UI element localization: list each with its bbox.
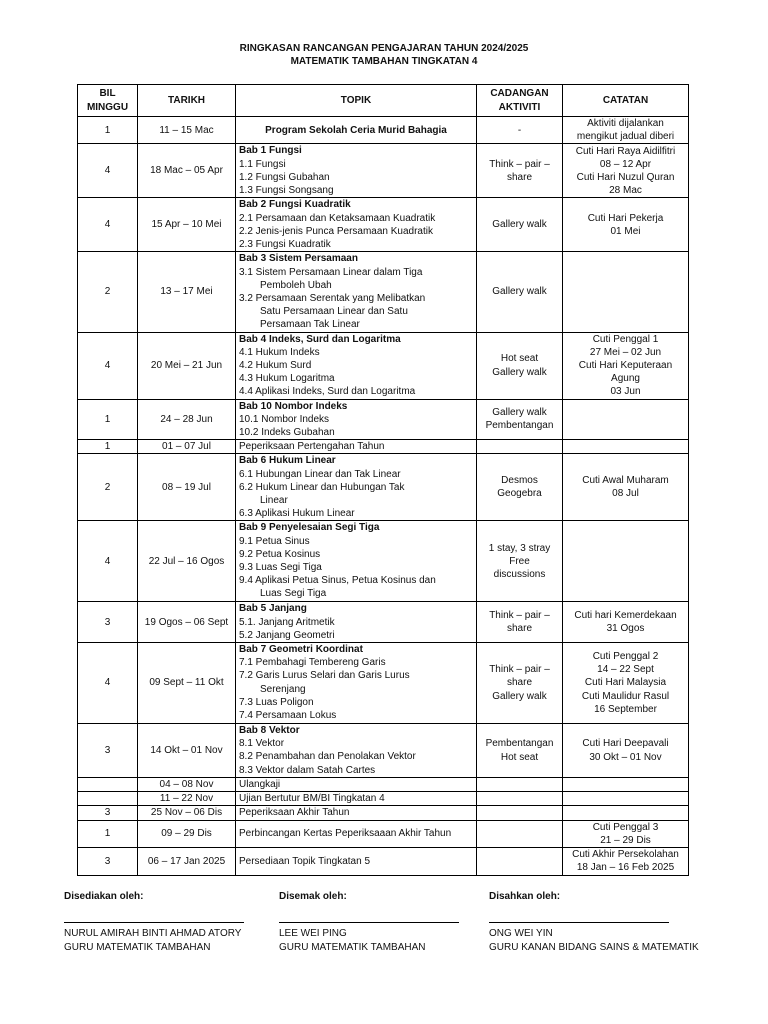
table-body <box>78 117 689 876</box>
cell-topik <box>236 454 477 521</box>
cell-bil-minggu: 1 <box>78 820 138 847</box>
header-topik: TOPIK <box>236 85 477 117</box>
topic-line: Bab 4 Indeks, Surd dan Logaritma <box>239 333 401 345</box>
topic-line: Bab 8 Vektor <box>239 725 300 737</box>
topic-line: Bab 3 Sistem Persamaan <box>239 253 358 265</box>
topic-line: Satu Persamaan Linear dan Satu <box>260 306 408 318</box>
cell-bil-minggu: 1 <box>78 399 138 440</box>
activity-line: Gallery walk <box>492 407 547 419</box>
cell-tarikh: 25 Nov – 06 Dis <box>138 806 236 820</box>
topic-line: Bab 10 Nombor Indeks <box>239 400 348 412</box>
activity-line: Pembentangan <box>485 738 554 750</box>
note-line: Cuti hari Kemerdekaan <box>574 610 677 622</box>
topic-line: Persediaan Topik Tingkatan 5 <box>239 855 371 867</box>
cell-cadangan-aktiviti <box>477 724 563 778</box>
approved-name: ONG WEI YIN <box>489 928 553 939</box>
table-row <box>78 521 689 602</box>
cell-cadangan-aktiviti <box>477 399 563 440</box>
note-line: Cuti Penggal 3 <box>592 821 659 833</box>
topic-line: Bab 6 Hukum Linear <box>239 455 336 467</box>
topic-line: Bab 9 Penyelesaian Segi Tiga <box>239 522 380 534</box>
note-line: Cuti Hari Deepavali <box>582 738 669 750</box>
cell-topik <box>236 521 477 602</box>
topic-line: Linear <box>260 495 288 507</box>
cell-tarikh: 20 Mei – 21 Jun <box>138 332 236 399</box>
table-row <box>78 198 689 252</box>
header-cadangan-aktiviti <box>477 85 563 117</box>
activity-line: Gallery walk <box>492 286 547 298</box>
table-row <box>78 848 689 875</box>
topic-line: Pemboleh Ubah <box>260 279 332 291</box>
cell-catatan <box>563 521 689 602</box>
note-line: 16 September <box>594 703 657 715</box>
table-row <box>78 724 689 778</box>
cell-tarikh: 13 – 17 Mei <box>138 252 236 332</box>
checked-label: Disemak oleh: <box>279 891 347 902</box>
topic-line: 4.2 Hukum Surd <box>239 360 312 372</box>
cell-tarikh: 22 Jul – 16 Ogos <box>138 521 236 602</box>
note-line: 14 – 22 Sept <box>597 664 654 676</box>
note-line: Cuti Akhir Persekolahan <box>572 849 679 861</box>
cell-catatan <box>563 602 689 643</box>
note-line: Cuti Awal Muharam <box>582 475 669 487</box>
cell-topik <box>236 198 477 252</box>
topic-line: 8.1 Vektor <box>239 738 285 750</box>
cell-tarikh: 09 Sept – 11 Okt <box>138 643 236 724</box>
table-row <box>78 643 689 724</box>
topic-line: 5.1. Janjang Aritmetik <box>239 616 335 628</box>
note-line: Cuti Hari Nuzul Quran <box>576 171 675 183</box>
approved-role: GURU KANAN BIDANG SAINS & MATEMATIK <box>489 942 699 953</box>
cell-tarikh: 19 Ogos – 06 Sept <box>138 602 236 643</box>
cell-catatan <box>563 440 689 454</box>
cell-bil-minggu <box>78 792 138 806</box>
cell-cadangan-aktiviti <box>477 332 563 399</box>
activity-line: Hot seat <box>500 751 539 763</box>
cell-catatan <box>563 399 689 440</box>
cell-topik <box>236 643 477 724</box>
cell-tarikh: 08 – 19 Jul <box>138 454 236 521</box>
topic-line: 10.2 Indeks Gubahan <box>239 427 335 439</box>
cell-topik <box>236 820 477 847</box>
table-row <box>78 332 689 399</box>
cell-catatan <box>563 332 689 399</box>
cell-topik <box>236 440 477 454</box>
checked-by-block <box>279 890 459 955</box>
cell-tarikh: 14 Okt – 01 Nov <box>138 724 236 778</box>
prepared-name: NURUL AMIRAH BINTI AHMAD ATORY <box>64 928 242 939</box>
cell-tarikh: 01 – 07 Jul <box>138 440 236 454</box>
note-line: 18 Jan – 16 Feb 2025 <box>576 862 675 874</box>
topic-line: Bab 5 Janjang <box>239 603 307 615</box>
cell-catatan <box>563 454 689 521</box>
prepared-by-block <box>64 890 244 955</box>
note-line: 01 Mei <box>610 225 641 237</box>
note-line: 03 Jun <box>610 386 641 398</box>
topic-line: 7.2 Garis Lurus Selari dan Garis Lurus <box>239 670 410 682</box>
approved-by-block <box>489 890 699 955</box>
cell-bil-minggu: 4 <box>78 521 138 602</box>
cell-bil-minggu: 3 <box>78 848 138 875</box>
cell-topik <box>236 602 477 643</box>
activity-line: Gallery walk <box>492 219 547 231</box>
cell-bil-minggu: 2 <box>78 454 138 521</box>
cell-topik <box>236 252 477 332</box>
cell-cadangan-aktiviti <box>477 602 563 643</box>
topic-line: 1.1 Fungsi <box>239 158 286 170</box>
header-minggu-text: MINGGU <box>86 101 129 113</box>
cell-bil-minggu: 3 <box>78 602 138 643</box>
cell-catatan <box>563 144 689 198</box>
cell-cadangan-aktiviti <box>477 778 563 792</box>
topic-line: 1.2 Fungsi Gubahan <box>239 171 330 183</box>
cell-bil-minggu: 4 <box>78 144 138 198</box>
cell-cadangan-aktiviti <box>477 454 563 521</box>
cell-catatan <box>563 778 689 792</box>
topic-line: 4.3 Hukum Logaritma <box>239 373 335 385</box>
activity-line: 1 stay, 3 stray <box>488 542 551 554</box>
cell-tarikh: 15 Apr – 10 Mei <box>138 198 236 252</box>
topic-line: 3.1 Sistem Persamaan Linear dalam Tiga <box>239 266 423 278</box>
cell-bil-minggu: 4 <box>78 332 138 399</box>
table-row <box>78 820 689 847</box>
cell-catatan <box>563 806 689 820</box>
topic-line: Peperiksaan Pertengahan Tahun <box>239 441 385 453</box>
cell-topik <box>236 806 477 820</box>
activity-line: Think – pair – <box>489 610 550 622</box>
title-line-2: MATEMATIK TAMBAHAN TINGKATAN 4 <box>290 56 478 67</box>
cell-bil-minggu: 1 <box>78 117 138 144</box>
cell-catatan <box>563 724 689 778</box>
topic-line: 6.2 Hukum Linear dan Hubungan Tak <box>239 481 405 493</box>
cell-catatan <box>563 792 689 806</box>
topic-line: Perbincangan Kertas Peperiksaaan Akhir Tahun <box>239 828 452 840</box>
topic-line: 2.2 Jenis-jenis Punca Persamaan Kuadratik <box>239 225 433 237</box>
note-line: Cuti Hari Keputeraan <box>578 360 673 372</box>
checked-name: LEE WEI PING <box>279 928 347 939</box>
note-line: Cuti Penggal 1 <box>592 333 659 345</box>
note-line: 30 Okt – 01 Nov <box>589 751 662 763</box>
cell-catatan <box>563 198 689 252</box>
cell-topik <box>236 399 477 440</box>
cell-cadangan-aktiviti <box>477 820 563 847</box>
topic-line: 10.1 Nombor Indeks <box>239 413 330 425</box>
prepared-role: GURU MATEMATIK TAMBAHAN <box>64 942 211 953</box>
header-bil-text: BIL <box>99 88 116 100</box>
cell-bil-minggu: 2 <box>78 252 138 332</box>
cell-cadangan-aktiviti <box>477 440 563 454</box>
topic-line: 4.1 Hukum Indeks <box>239 346 320 358</box>
topic-line: 5.2 Janjang Geometri <box>239 629 335 641</box>
topic-line: 7.1 Pembahagi Tembereng Garis <box>239 657 386 669</box>
cell-bil-minggu: 3 <box>78 724 138 778</box>
table-row <box>78 778 689 792</box>
note-line: Cuti Penggal 2 <box>592 651 659 663</box>
topic-line: Bab 1 Fungsi <box>239 145 302 157</box>
activity-line: Free <box>509 555 530 567</box>
topic-line: Program Sekolah Ceria Murid Bahagia <box>265 124 447 136</box>
note-line: Cuti Hari Malaysia <box>584 677 667 689</box>
cell-tarikh: 09 – 29 Dis <box>138 820 236 847</box>
activity-line: Geogebra <box>497 488 542 500</box>
topic-line: Bab 2 Fungsi Kuadratik <box>239 199 351 211</box>
table-row <box>78 399 689 440</box>
cell-topik <box>236 848 477 875</box>
cell-tarikh: 04 – 08 Nov <box>138 778 236 792</box>
approved-signature-line <box>489 922 669 923</box>
approved-label: Disahkan oleh: <box>489 891 561 902</box>
cell-topik <box>236 332 477 399</box>
note-line: Cuti Hari Pekerja <box>587 212 664 224</box>
topic-line: 4.4 Aplikasi Indeks, Surd dan Logaritma <box>239 386 416 398</box>
cell-bil-minggu: 4 <box>78 643 138 724</box>
topic-line: 7.3 Luas Poligon <box>239 696 314 708</box>
table-row <box>78 602 689 643</box>
header-aktiviti-text: AKTIVITI <box>498 101 541 113</box>
topic-line: 8.2 Penambahan dan Penolakan Vektor <box>239 751 416 763</box>
cell-cadangan-aktiviti <box>477 144 563 198</box>
topic-line: Luas Segi Tiga <box>260 588 327 600</box>
note-line: Agung <box>611 373 640 385</box>
header-catatan: CATATAN <box>563 85 689 117</box>
cell-cadangan-aktiviti <box>477 643 563 724</box>
cell-topik <box>236 792 477 806</box>
cell-topik <box>236 117 477 144</box>
activity-line: Hot seat <box>500 353 539 365</box>
cell-cadangan-aktiviti <box>477 521 563 602</box>
topic-line: Ulangkaji <box>239 779 281 791</box>
table-row <box>78 440 689 454</box>
header-tarikh: TARIKH <box>138 85 236 117</box>
topic-line: Ujian Bertutur BM/BI Tingkatan 4 <box>239 793 385 805</box>
note-line: Cuti Maulidur Rasul <box>581 690 670 702</box>
cell-cadangan-aktiviti <box>477 806 563 820</box>
topic-line: 2.3 Fungsi Kuadratik <box>239 239 331 251</box>
activity-line: Desmos <box>501 475 538 487</box>
cell-topik <box>236 778 477 792</box>
cell-bil-minggu <box>78 778 138 792</box>
note-line: Aktiviti dijalankan <box>587 118 664 129</box>
checked-role: GURU MATEMATIK TAMBAHAN <box>279 942 426 953</box>
note-line: 08 – 12 Apr <box>599 158 652 170</box>
activity-line: Think – pair – <box>489 158 550 170</box>
note-line: Cuti Hari Raya Aidilfitri <box>575 145 676 157</box>
header-cadangan-text: CADANGAN <box>490 88 549 100</box>
cell-tarikh: 11 – 22 Nov <box>138 792 236 806</box>
activity-line: Think – pair – <box>489 664 550 676</box>
activity-line: share <box>506 677 532 689</box>
topic-line: 9.4 Aplikasi Petua Sinus, Petua Kosinus dan <box>239 575 436 587</box>
document-title <box>0 42 768 68</box>
topic-line: Serenjang <box>260 683 306 695</box>
topic-line: Bab 7 Geometri Koordinat <box>239 644 363 656</box>
cell-topik <box>236 144 477 198</box>
topic-line: 1.3 Fungsi Songsang <box>239 185 334 197</box>
table-row <box>78 252 689 332</box>
topic-line: 9.3 Luas Segi Tiga <box>239 562 322 574</box>
cell-catatan <box>563 848 689 875</box>
cell-cadangan-aktiviti <box>477 252 563 332</box>
topic-line: Persamaan Tak Linear <box>260 319 360 331</box>
topic-line: 9.1 Petua Sinus <box>239 535 310 547</box>
table-row <box>78 806 689 820</box>
topic-line: 6.1 Hubungan Linear dan Tak Linear <box>239 468 401 480</box>
lesson-plan-table <box>77 84 689 876</box>
note-line: 28 Mac <box>609 185 642 197</box>
prepared-label: Disediakan oleh: <box>64 891 144 902</box>
table-row <box>78 117 689 144</box>
cell-catatan <box>563 820 689 847</box>
activity-line: discussions <box>493 569 546 581</box>
checked-signature-line <box>279 922 459 923</box>
cell-cadangan-aktiviti <box>477 198 563 252</box>
table-row <box>78 454 689 521</box>
cell-tarikh: 06 – 17 Jan 2025 <box>138 848 236 875</box>
topic-line: 8.3 Vektor dalam Satah Cartes <box>239 764 376 776</box>
cell-tarikh: 24 – 28 Jun <box>138 399 236 440</box>
activity-line: - <box>517 124 522 136</box>
activity-line: Pembentangan <box>485 420 554 432</box>
cell-bil-minggu: 4 <box>78 198 138 252</box>
note-line: 21 – 29 Dis <box>600 834 651 846</box>
cell-tarikh: 18 Mac – 05 Apr <box>138 144 236 198</box>
cell-bil-minggu: 1 <box>78 440 138 454</box>
topic-line: 9.2 Petua Kosinus <box>239 548 321 560</box>
topic-line: 3.2 Persamaan Serentak yang Melibatkan <box>239 293 426 305</box>
topic-line: Peperiksaan Akhir Tahun <box>239 807 350 819</box>
cell-bil-minggu: 3 <box>78 806 138 820</box>
cell-cadangan-aktiviti <box>477 117 563 144</box>
cell-catatan <box>563 117 689 144</box>
prepared-signature-line <box>64 922 244 923</box>
cell-cadangan-aktiviti <box>477 848 563 875</box>
cell-catatan <box>563 252 689 332</box>
activity-line: share <box>506 171 532 183</box>
topic-line: 2.1 Persamaan dan Ketaksamaan Kuadratik <box>239 212 436 224</box>
cell-tarikh: 11 – 15 Mac <box>138 117 236 144</box>
activity-line: Gallery walk <box>492 690 547 702</box>
table-row <box>78 144 689 198</box>
topic-line: 6.3 Aplikasi Hukum Linear <box>239 508 355 520</box>
note-line: mengikut jadual diberi <box>576 131 675 143</box>
table-header-row <box>78 85 689 117</box>
note-line: 08 Jul <box>612 488 639 500</box>
topic-line: 7.4 Persamaan Lokus <box>239 710 337 722</box>
activity-line: share <box>506 623 532 635</box>
cell-topik <box>236 724 477 778</box>
activity-line: Gallery walk <box>492 366 547 378</box>
header-bil-minggu <box>78 85 138 117</box>
title-line-1: RINGKASAN RANCANGAN PENGAJARAN TAHUN 2024/2025 <box>239 43 529 54</box>
cell-catatan <box>563 643 689 724</box>
note-line: 27 Mei – 02 Jun <box>589 346 662 358</box>
cell-cadangan-aktiviti <box>477 792 563 806</box>
table-row <box>78 792 689 806</box>
note-line: 31 Ogos <box>606 623 645 635</box>
